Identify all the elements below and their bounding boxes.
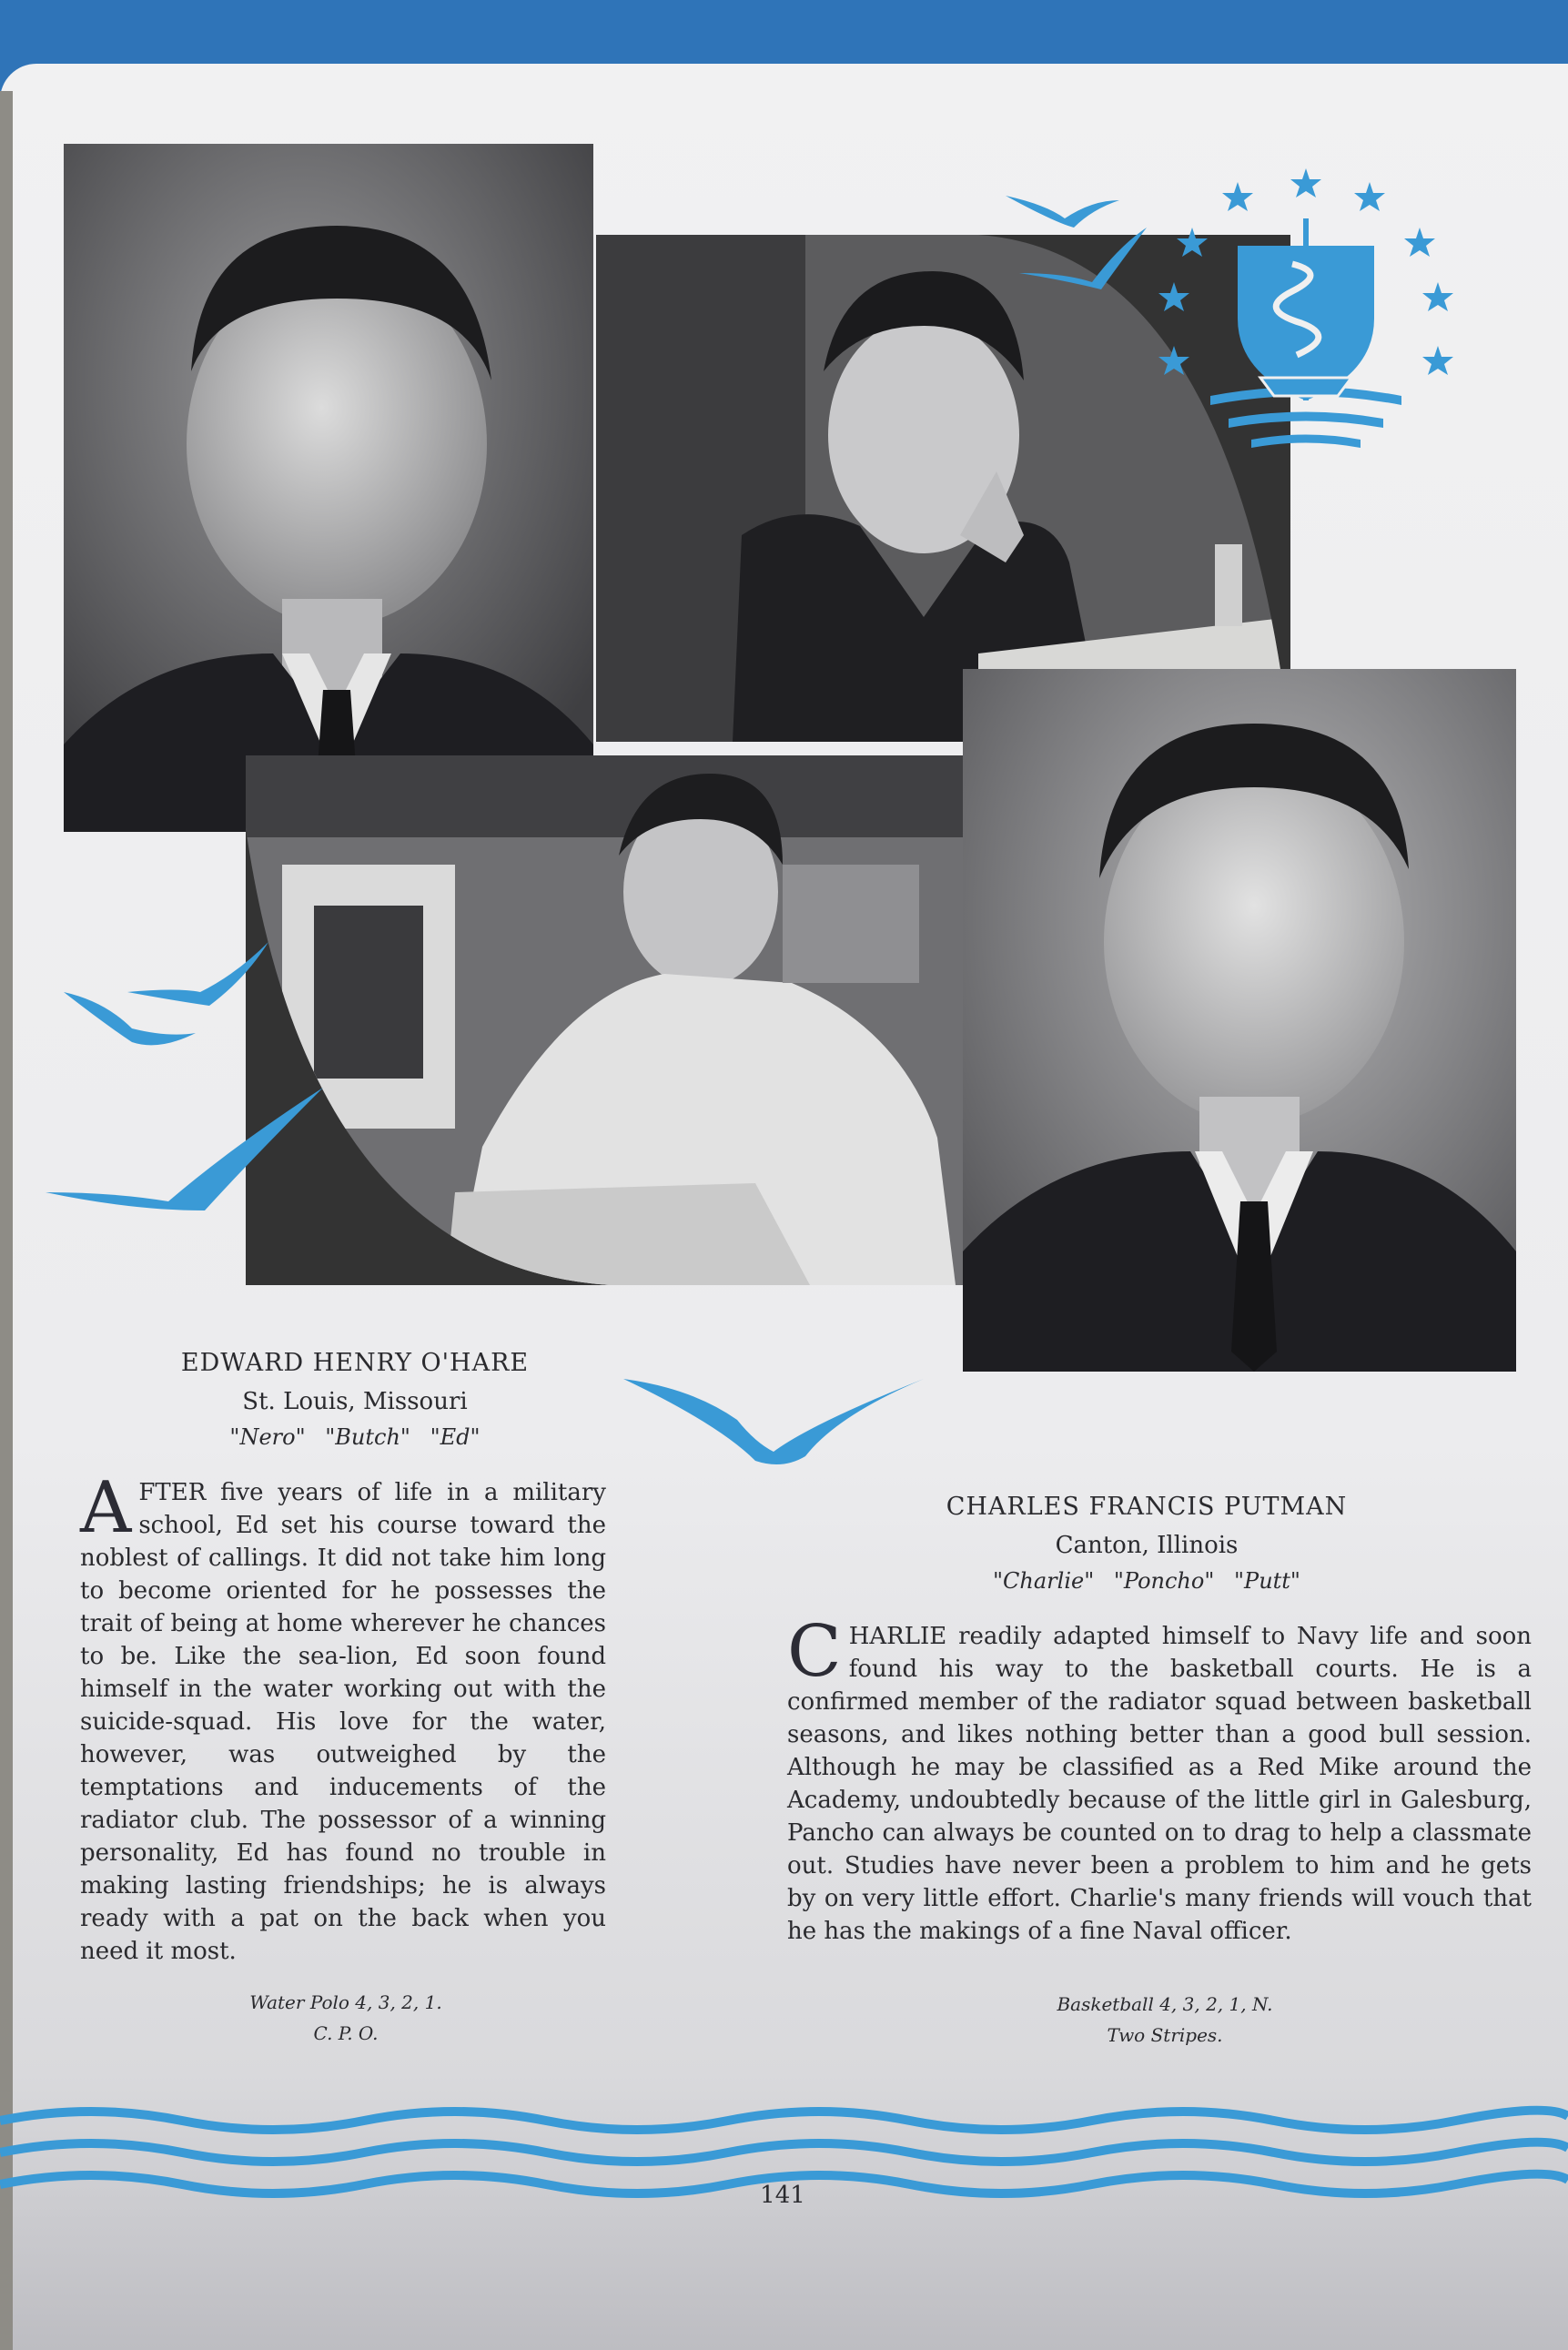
photo-writing-edward (246, 755, 974, 1285)
portrait-photo-charles (963, 669, 1516, 1372)
left-profile-nicknames: "Nero" "Butch" "Ed" (229, 1424, 481, 1450)
left-bio-dropcap: A (80, 1467, 132, 1549)
left-activity-line: Water Polo 4, 3, 2, 1. (249, 1991, 442, 2013)
right-bio-text: HARLIE readily adapted himself to Navy life and soon found his way to the basketball courts. He is a confirmed member of the radiator squad between basketball seasons, and likes nothing better than a good bull session. Although he may be classified as a Red Mike around the Academy, undoubtedly because of the little girl in Galesburg, Pancho can always be counted on to drag to help a classmate out. Studies have never been a problem to him and he gets by on very little effort. Charlie's many friends will vouch that he has the makings of a fine Naval officer. (787, 1623, 1532, 1945)
right-profile-bio (787, 1611, 1532, 1948)
right-profile-name: CHARLES FRANCIS PUTMAN (946, 1493, 1348, 1521)
emblem-ship-shield-icon (1147, 164, 1483, 464)
portrait-photo-edward (64, 144, 593, 832)
right-profile-activities (983, 1989, 1347, 2051)
book-binding-edge (0, 91, 13, 2350)
right-profile-nicknames: "Charlie" "Poncho" "Putt" (993, 1568, 1300, 1594)
left-profile-header (118, 1349, 592, 1450)
right-profile-header (901, 1493, 1392, 1594)
left-profile-bio (80, 1467, 606, 1968)
seagull-center-icon (619, 1370, 928, 1470)
right-bio-dropcap: C (787, 1611, 842, 1693)
seagull-decoration-icon (1001, 182, 1156, 291)
left-profile-activities (164, 1987, 528, 2049)
left-profile-name: EDWARD HENRY O'HARE (180, 1349, 530, 1377)
left-profile-hometown: St. Louis, Missouri (242, 1388, 468, 1415)
seagull-flock-left-icon (41, 937, 332, 1229)
page-number: 141 (760, 2182, 805, 2209)
left-bio-text: FTER five years of life in a military school, Ed set his course toward the noblest of callings. It did not take him long to become oriented for he possesses the trait of being at home wherever he chances to be. Like the sea-lion, Ed soon found himself in the water working out with the suicide-squad. His love for the water, however, was outweighed by the temptations and inducements of the radiator club. The possessor of a winning personality, Ed has found no trouble in making lasting friendships; he is always ready with a pat on the back when you need it most. (80, 1479, 606, 1965)
right-activity-line: Two Stripes. (1107, 2024, 1223, 2046)
right-activity-line: Basketball 4, 3, 2, 1, N. (1057, 1993, 1273, 2015)
right-profile-hometown: Canton, Illinois (1055, 1532, 1239, 1559)
left-activity-line: C. P. O. (313, 2022, 379, 2044)
